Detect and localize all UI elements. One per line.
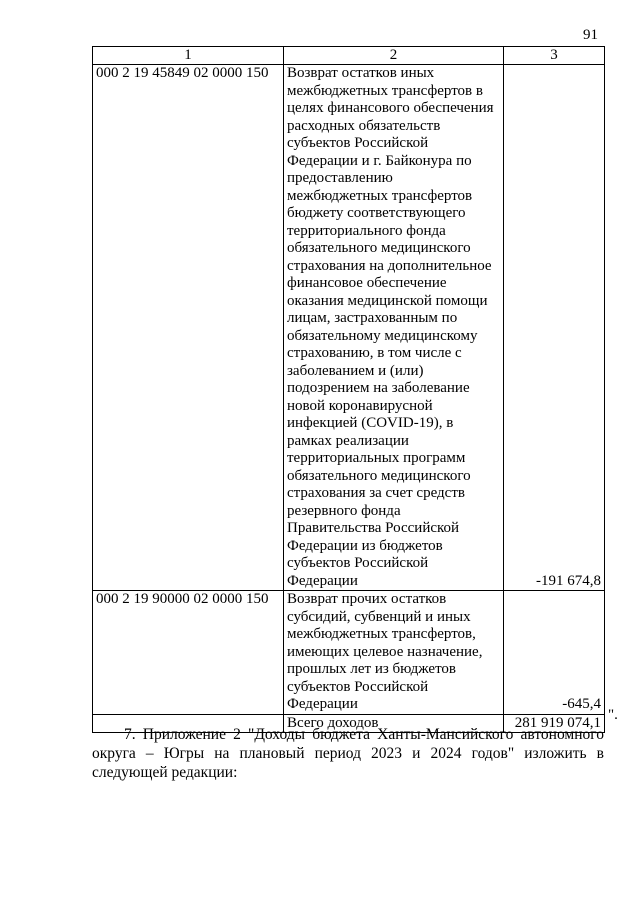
- income-name-line: Правительства Российской: [287, 520, 460, 536]
- amendment-paragraph: [92, 725, 604, 782]
- income-name-line: Федерации из бюджетов: [287, 537, 443, 554]
- income-name-line: целях финансового обеспечения: [287, 100, 494, 116]
- income-name-line: субсидий, субвенций и иных: [287, 608, 471, 625]
- income-name-line: инфекцией (COVID-19), в: [287, 415, 454, 431]
- income-name-line: территориального фонда: [287, 222, 446, 239]
- income-name-line: страхования за счет средств: [287, 485, 465, 501]
- income-name-line: обязательного медицинского: [287, 467, 471, 484]
- income-name-line: субъектов Российской: [287, 135, 429, 151]
- income-name-cell: [284, 591, 504, 715]
- income-name-line: заболеванием и (или): [287, 362, 424, 379]
- income-name-line: Федерации: [287, 572, 358, 589]
- income-name-line: финансовое обеспечение: [287, 275, 447, 291]
- income-name-line: подозрением на заболевание: [287, 380, 470, 396]
- income-name-line: межбюджетных трансфертов в: [287, 82, 483, 99]
- income-name-line: Федерации: [287, 696, 358, 712]
- income-table: [92, 46, 605, 733]
- column-header-1: 1: [93, 47, 284, 65]
- income-name-line: имеющих целевое назначение,: [287, 643, 483, 660]
- amendment-text: 7. Приложение 2 "Доходы бюджета Ханты-Мансийского автономного округа – Югры на плановый период 2023 и 2024 годов" изложить в следующей редакции:: [92, 726, 604, 781]
- income-name-line: межбюджетных трансфертов,: [287, 626, 476, 642]
- table-row: [93, 65, 605, 591]
- income-code-cell: 000 2 19 90000 02 0000 150: [93, 591, 284, 715]
- income-name-line: субъектов Российской: [287, 678, 429, 695]
- table-row: [93, 591, 605, 715]
- income-name-line: рамках реализации: [287, 432, 409, 449]
- income-name-line: Федерации и г. Байконура по: [287, 152, 472, 169]
- income-name-line: новой коронавирусной: [287, 397, 433, 414]
- column-header-2: 2: [284, 47, 504, 65]
- income-name-line: предоставлению: [287, 170, 393, 186]
- income-amount-cell: -191 674,8: [504, 65, 605, 591]
- column-header-3: 3: [504, 47, 605, 65]
- page-number: 91: [583, 27, 598, 43]
- income-name-line: обязательного медицинского: [287, 240, 471, 256]
- income-name-line: страхования на дополнительное: [287, 257, 492, 274]
- income-name-line: резервного фонда: [287, 502, 401, 519]
- closing-quote-mark: ".: [608, 707, 618, 723]
- income-name-line: Возврат остатков иных: [287, 65, 435, 81]
- income-name-line: прошлых лет из бюджетов: [287, 661, 457, 677]
- income-amount-cell: -645,4: [504, 591, 605, 715]
- income-name-line: оказания медицинской помощи: [287, 292, 488, 309]
- income-name-cell: [284, 65, 504, 591]
- income-name-line: страхованию, в том числе с: [287, 345, 462, 361]
- income-name-line: бюджету соответствующего: [287, 205, 466, 221]
- table-header-row: [93, 47, 605, 65]
- total-label: Всего доходов: [284, 714, 504, 733]
- income-code-cell: 000 2 19 45849 02 0000 150: [93, 65, 284, 591]
- income-name-line: субъектов Российской: [287, 555, 429, 571]
- income-name-line: межбюджетных трансфертов: [287, 187, 473, 204]
- income-name-line: лицам, застрахованным по: [287, 310, 458, 326]
- income-name-line: обязательному медицинскому: [287, 327, 478, 344]
- total-amount: 281 919 074,1: [504, 714, 605, 733]
- income-name-line: территориальных программ: [287, 450, 466, 466]
- income-name-line: расходных обязательств: [287, 117, 441, 134]
- income-name-line: Возврат прочих остатков: [287, 591, 447, 607]
